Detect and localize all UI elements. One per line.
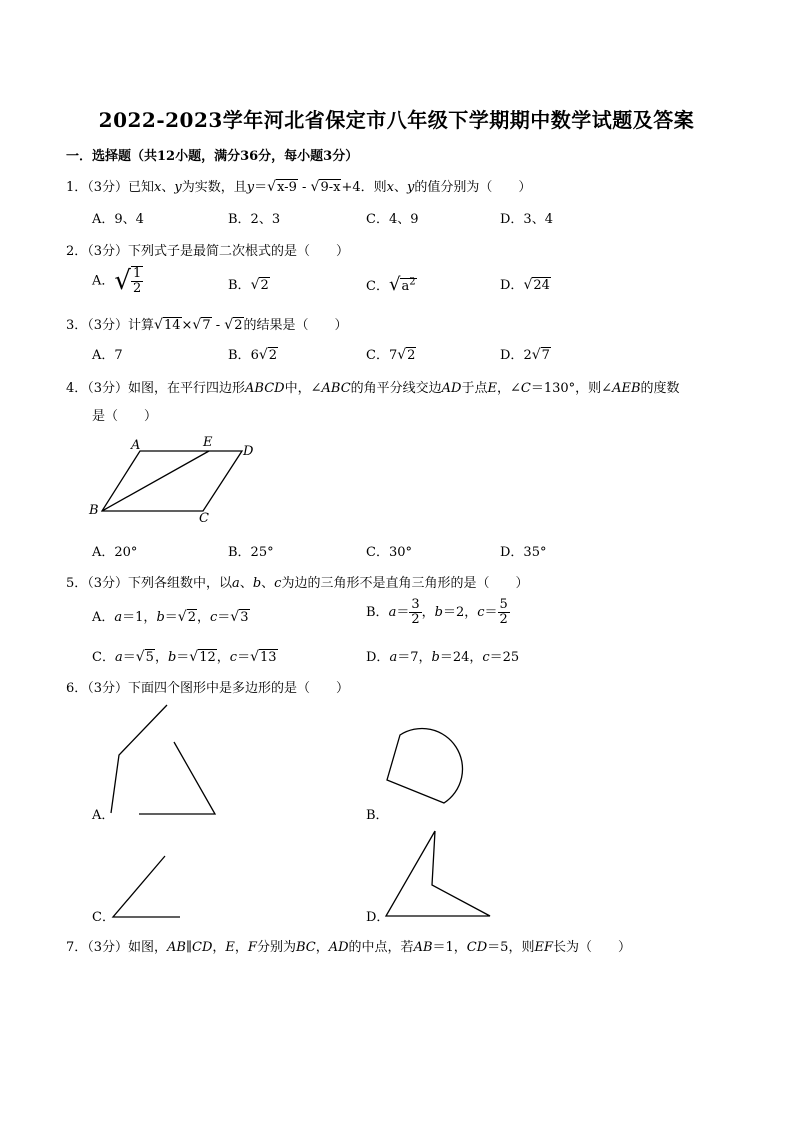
q4-option-b[interactable]: B．25° [228,545,274,560]
q3-option-c[interactable]: C．7√2 [366,347,416,363]
q5-option-a[interactable]: A．a＝1，b＝√2，c＝√3 [92,609,249,625]
parallelogram-figure [85,434,265,526]
q2-option-a[interactable]: A．√ $\frac{1}{2}$ [92,266,142,296]
question-5-stem: 5．（3分）下列各组数中，以a、b、c为边的三角形不是直角三角形的是（ ） [66,576,529,591]
q2-option-b[interactable]: B．√2 [228,277,269,293]
label-b: B [89,503,99,518]
radical: √x-9 [267,179,297,195]
q4-option-c[interactable]: C．30° [366,545,412,560]
q6-option-d[interactable]: D． [366,910,390,925]
q6-option-c[interactable]: C． [92,910,115,925]
question-2-stem: 2．（3分）下列式子是最简二次根式的是（ ） [66,244,350,259]
q3-option-b[interactable]: B．6√2 [228,347,278,363]
label-c: C [199,511,209,526]
label-e: E [203,435,213,450]
q6-option-a[interactable]: A． [92,808,115,823]
q5-option-b[interactable]: B．a＝ $\frac{3}{2}$ ，b＝2，c＝ $\frac{5}{2}$ [366,597,508,627]
question-4-stem: 4．（3分）如图，在平行四边形ABCD中，∠ABC的角平分线交边AD于点E，∠C＝130°，则∠AEB的度数 [66,381,680,396]
q3-option-a[interactable]: A．7 [92,348,123,363]
q6-option-b[interactable]: B． [366,808,389,823]
radical: √9-x [310,179,341,195]
q3-option-d[interactable]: D．2√7 [500,347,550,363]
q1-option-c[interactable]: C．4、9 [366,212,419,227]
q6-figure-d [380,825,495,925]
parallelogram-abcd [102,451,242,511]
question-4-stem-cont: 是（ ） [92,409,158,424]
q1-option-d[interactable]: D．3、4 [500,212,553,227]
q2-option-c[interactable]: C．$√a^2$ [366,274,416,295]
question-3-stem: 3．（3分）计算√14×√7 - √2的结果是（ ） [66,317,348,333]
label-a: A [131,438,141,453]
angle-bisector-be [102,451,209,511]
question-7-stem: 7．（3分）如图，AB∥CD，E，F分别为BC，AD的中点，若AB＝1，CD＝5，则EF长为（ ） [66,940,631,955]
question-1-stem: 1．（3分）已知x、y为实数，且y＝√x-9 - √9-x+4．则x、y的值分别为（ ） [66,179,532,195]
q6-figure-c [105,850,190,925]
q2-option-d[interactable]: D．√24 [500,277,550,293]
q6-figure-b [380,725,475,815]
page-title: 2022-2023学年河北省保定市八年级下学期期中数学试题及答案 [98,108,695,132]
section-heading: 一．选择题（共12小题，满分36分，每小题3分） [66,149,359,164]
question-6-stem: 6．（3分）下面四个图形中是多边形的是（ ） [66,681,350,696]
q4-option-a[interactable]: A．20° [92,545,138,560]
label-d: D [243,444,254,459]
q1-option-b[interactable]: B．2、3 [228,212,281,227]
q5-option-c[interactable]: C．a＝√5，b＝√12，c＝√13 [92,649,277,665]
q6-figure-a [105,700,225,820]
q1-option-a[interactable]: A．9、4 [92,212,144,227]
q5-option-d[interactable]: D．a＝7，b＝24，c＝25 [366,650,520,665]
q4-option-d[interactable]: D．35° [500,545,547,560]
